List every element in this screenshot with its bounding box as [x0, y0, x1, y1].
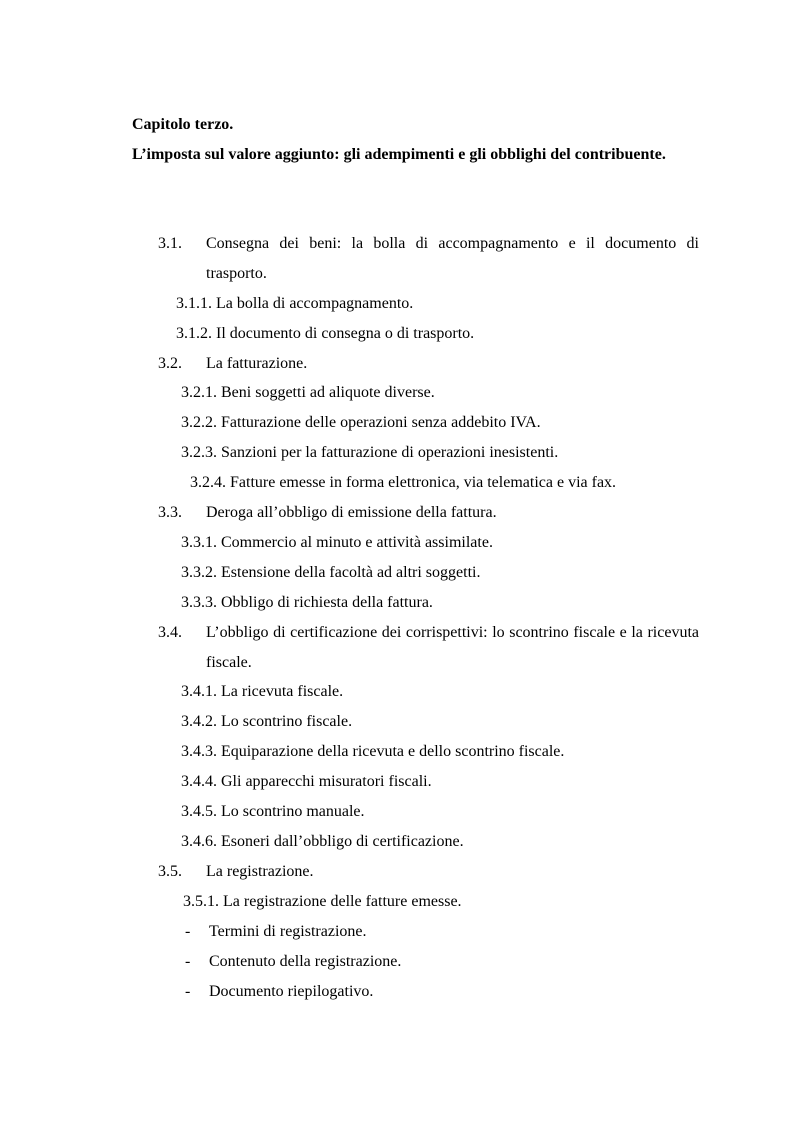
bullet-text: Documento riepilogativo.: [209, 983, 374, 1000]
bullet-text: Contenuto della registrazione.: [209, 953, 402, 970]
toc-subsection-3-4-3: 3.4.3. Equiparazione della ricevuta e dello scontrino fiscale.: [181, 743, 565, 760]
section-number: 3.4.: [158, 624, 182, 641]
toc-subsection-3-2-4: 3.2.4. Fatture emesse in forma elettronica, via telematica e via fax.: [190, 474, 617, 491]
section-number: 3.1.: [158, 235, 182, 252]
toc-subsection-3-2-1: 3.2.1. Beni soggetti ad aliquote diverse.: [181, 384, 435, 401]
section-number: 3.5.: [158, 863, 182, 880]
chapter-title: L’imposta sul valore aggiunto: gli adempimenti e gli obblighi del contribuente.: [132, 146, 666, 163]
toc-subsection-3-5-1: 3.5.1. La registrazione delle fatture emesse.: [183, 893, 462, 910]
toc-subsection-3-4-4: 3.4.4. Gli apparecchi misuratori fiscali.: [181, 773, 432, 790]
toc-subsection-3-4-1: 3.4.1. La ricevuta fiscale.: [181, 683, 344, 700]
toc-subsection-3-4-5: 3.4.5. Lo scontrino manuale.: [181, 803, 365, 820]
toc-subsection-3-3-2: 3.3.2. Estensione della facoltà ad altri soggetti.: [181, 564, 481, 581]
section-title: La registrazione.: [206, 863, 314, 880]
section-title: L’obbligo di certificazione dei corrispettivi: lo scontrino fiscale e la ricevuta fiscale.: [206, 624, 699, 671]
section-number: 3.3.: [158, 504, 182, 521]
toc-subsection-3-4-6: 3.4.6. Esoneri dall’obbligo di certificazione.: [181, 833, 464, 850]
section-title: Consegna dei beni: la bolla di accompagnamento e il documento di trasporto.: [206, 235, 699, 282]
toc-subsection-3-2-2: 3.2.2. Fatturazione delle operazioni senza addebito IVA.: [181, 414, 541, 431]
section-title: La fatturazione.: [206, 355, 308, 372]
toc-subsection-3-3-3: 3.3.3. Obbligo di richiesta della fattura.: [181, 594, 433, 611]
section-title: Deroga all’obbligo di emissione della fattura.: [206, 504, 497, 521]
dash-bullet: -: [185, 923, 191, 940]
section-number: 3.2.: [158, 355, 182, 372]
dash-bullet: -: [185, 953, 191, 970]
toc-subsection-3-2-3: 3.2.3. Sanzioni per la fatturazione di operazioni inesistenti.: [181, 444, 559, 461]
toc-subsection-3-4-2: 3.4.2. Lo scontrino fiscale.: [181, 713, 353, 730]
toc-subsection-3-1-1: 3.1.1. La bolla di accompagnamento.: [176, 295, 414, 312]
dash-bullet: -: [185, 983, 191, 1000]
bullet-text: Termini di registrazione.: [209, 923, 367, 940]
chapter-label: Capitolo terzo.: [132, 116, 234, 133]
toc-subsection-3-3-1: 3.3.1. Commercio al minuto e attività assimilate.: [181, 534, 493, 551]
toc-subsection-3-1-2: 3.1.2. Il documento di consegna o di trasporto.: [176, 325, 475, 342]
